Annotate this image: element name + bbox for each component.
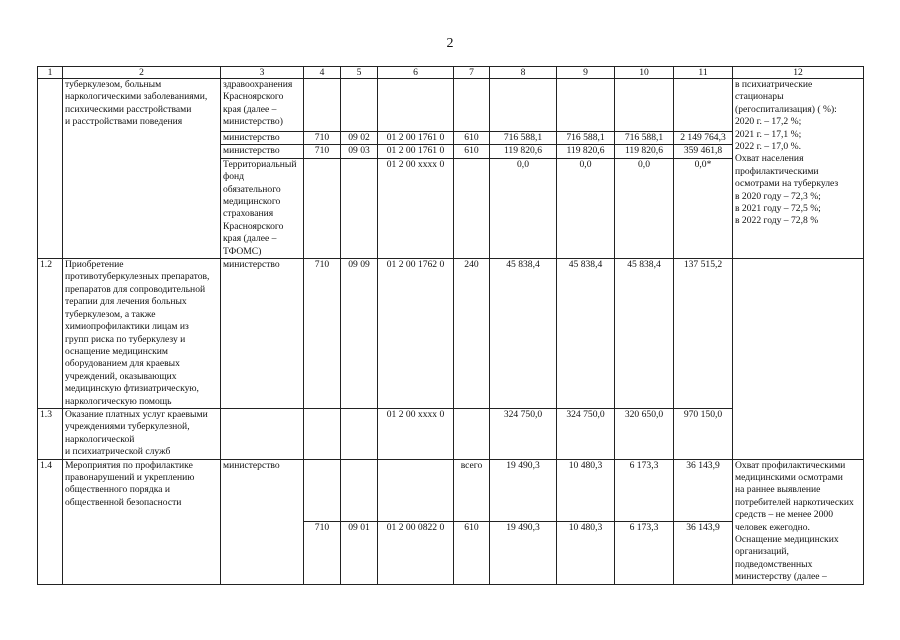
- grbs-cell: здравоохранения Красноярского края (далее – министерство): [221, 79, 304, 132]
- amount-total-cell: 36 143,9: [674, 459, 733, 522]
- grbs-cell: министерство: [221, 259, 304, 409]
- amount-2020-cell: 119 820,6: [490, 145, 557, 158]
- amount-2022-cell: 6 173,3: [615, 522, 674, 585]
- grbs-code-cell: 710: [304, 132, 341, 145]
- section-code-cell: 09 01: [341, 522, 378, 585]
- amount-2020-cell: 324 750,0: [490, 408, 557, 459]
- amount-2020-cell: 0,0: [490, 158, 557, 258]
- page-number: 2: [446, 36, 454, 51]
- column-header: 12: [733, 67, 864, 79]
- target-code-cell: 01 2 00 хххх 0: [378, 408, 454, 459]
- column-header: 4: [304, 67, 341, 79]
- section-code-cell: 09 09: [341, 259, 378, 409]
- column-header: 2: [63, 67, 221, 79]
- measure-name-cell: туберкулезом, больным наркологическими заболеваниями, психическими расстройствами и расстройствами поведения: [63, 79, 221, 259]
- expense-type-cell: всего: [454, 459, 490, 522]
- column-header: 1: [38, 67, 63, 79]
- table-row: [38, 459, 864, 522]
- amount-2021-cell: 324 750,0: [557, 408, 615, 459]
- amount-total-cell: 970 150,0: [674, 408, 733, 459]
- measure-name-cell: Оказание платных услуг краевыми учреждениями туберкулезной, наркологической и психиатрической служб: [63, 408, 221, 459]
- amount-2022-cell: 6 173,3: [615, 459, 674, 522]
- amount-total-cell: 137 515,2: [674, 259, 733, 409]
- amount-total-cell: 36 143,9: [674, 522, 733, 585]
- expected-result-cell: [733, 259, 864, 460]
- amount-2021-cell: 10 480,3: [557, 459, 615, 522]
- amount-2021-cell: 716 588,1: [557, 132, 615, 145]
- column-header: 3: [221, 67, 304, 79]
- expense-type-cell: 610: [454, 522, 490, 585]
- measure-name-cell: Приобретение противотуберкулезных препаратов, препаратов для сопроводительной терапии для лечения больных туберкулезом, а также химиопрофилактики лицам из групп риска по туберкулезу и оснащение медицинским оборудованием для краевых учреждений, оказывающих медицинскую фтизиатрическую, наркологическую помощь: [63, 259, 221, 409]
- column-header: 6: [378, 67, 454, 79]
- target-code-cell: 01 2 00 1761 0: [378, 145, 454, 158]
- expense-type-cell: 240: [454, 259, 490, 409]
- amount-2020-cell: 19 490,3: [490, 459, 557, 522]
- target-code-cell: 01 2 00 1762 0: [378, 259, 454, 409]
- expected-result-cell: в психиатрические стационары (регоспитализация) ( %): 2020 г. – 17,2 %; 2021 г. – 17,1 %; 2022 г. – 17,0 %. Охват населения профилактическими осмотрами на туберкулез в 2020 году – 72,3 %; в 2021 году – 72,5 %; в 2022 году – 72,8 %: [733, 79, 864, 259]
- grbs-cell: министерство: [221, 132, 304, 145]
- section-code-cell: 09 03: [341, 145, 378, 158]
- amount-2021-cell: 45 838,4: [557, 259, 615, 409]
- column-number-row: [38, 67, 864, 79]
- column-header: 11: [674, 67, 733, 79]
- column-header: 7: [454, 67, 490, 79]
- amount-2022-cell: 320 650,0: [615, 408, 674, 459]
- column-header: 8: [490, 67, 557, 79]
- amount-2022-cell: 716 588,1: [615, 132, 674, 145]
- target-code-cell: 01 2 00 хххх 0: [378, 158, 454, 258]
- amount-total-cell: 2 149 764,3: [674, 132, 733, 145]
- table-row: [38, 79, 864, 132]
- column-header: 5: [341, 67, 378, 79]
- amount-2021-cell: 10 480,3: [557, 522, 615, 585]
- expense-type-cell: 610: [454, 132, 490, 145]
- table-row: [38, 259, 864, 409]
- target-code-cell: 01 2 00 1761 0: [378, 132, 454, 145]
- amount-2020-cell: 45 838,4: [490, 259, 557, 409]
- amount-total-cell: 0,0*: [674, 158, 733, 258]
- amount-2020-cell: 716 588,1: [490, 132, 557, 145]
- amount-2020-cell: 19 490,3: [490, 522, 557, 585]
- amount-2021-cell: 0,0: [557, 158, 615, 258]
- row-number-cell: [38, 79, 63, 259]
- grbs-code-cell: 710: [304, 145, 341, 158]
- expected-result-cell: Охват профилактическими медицинскими осмотрами на раннее выявление потребителей наркотических средств – не менее 2000 человек ежегодно. Оснащение медицинских организаций, подведомственных министерству (далее –: [733, 459, 864, 584]
- column-header: 10: [615, 67, 674, 79]
- row-number-cell: 1.2: [38, 259, 63, 409]
- grbs-cell: Территориальный фонд обязательного медицинского страхования Красноярского края (далее – ТФОМС): [221, 158, 304, 258]
- expense-type-cell: 610: [454, 145, 490, 158]
- grbs-code-cell: 710: [304, 259, 341, 409]
- grbs-cell: министерство: [221, 145, 304, 158]
- amount-2022-cell: 0,0: [615, 158, 674, 258]
- column-header: 9: [557, 67, 615, 79]
- target-code-cell: 01 2 00 0822 0: [378, 522, 454, 585]
- row-number-cell: 1.3: [38, 408, 63, 459]
- amount-2022-cell: 45 838,4: [615, 259, 674, 409]
- amount-2022-cell: 119 820,6: [615, 145, 674, 158]
- amount-total-cell: 359 461,8: [674, 145, 733, 158]
- grbs-code-cell: 710: [304, 522, 341, 585]
- row-number-cell: 1.4: [38, 459, 63, 584]
- measure-name-cell: Мероприятия по профилактике правонарушений и укреплению общественного порядка и общественной безопасности: [63, 459, 221, 584]
- section-code-cell: 09 02: [341, 132, 378, 145]
- program-table: [37, 66, 864, 585]
- grbs-cell: министерство: [221, 459, 304, 584]
- amount-2021-cell: 119 820,6: [557, 145, 615, 158]
